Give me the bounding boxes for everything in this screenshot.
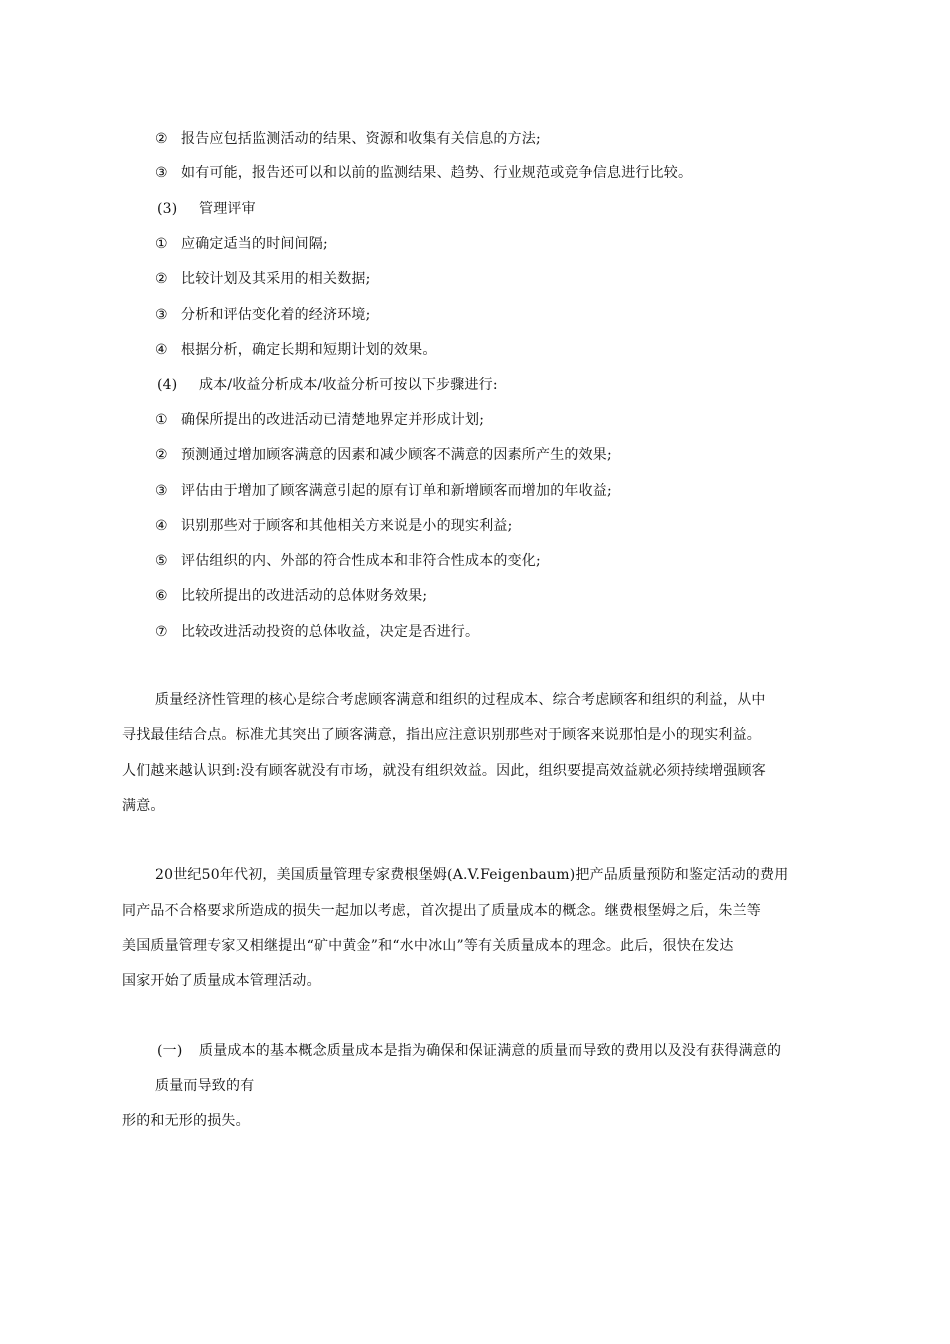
item-text: 如有可能，报告还可以和以前的监测结果、趋势、行业规范或竞争信息进行比较。	[181, 165, 693, 181]
section-heading	[157, 199, 256, 219]
paragraph-line: 同产品不合格要求所造成的损失一起加以考虑，首次提出了质量成本的概念。继费根堡姆之后，朱兰等	[122, 903, 761, 919]
item-text: 评估由于增加了顾客满意引起的原有订单和新增顾客而增加的年收益;	[181, 483, 612, 499]
list-item	[155, 234, 328, 254]
paragraph-line: 形的和无形的损失。	[122, 1113, 250, 1129]
item-marker: ②	[155, 447, 168, 463]
list-item	[155, 551, 541, 571]
item-marker: ②	[155, 131, 168, 147]
list-item	[155, 340, 437, 360]
item-marker: ③	[155, 483, 168, 499]
item-marker: ⑤	[155, 553, 168, 569]
item-marker: ④	[155, 342, 168, 358]
section-heading	[157, 375, 498, 395]
item-text: 报告应包括监测活动的结果、资源和收集有关信息的方法;	[181, 131, 541, 147]
item-marker: ②	[155, 271, 168, 287]
paragraph-line: 人们越来越认识到:没有顾客就没有市场，就没有组织效益。因此，组织要提高效益就必须持续增强顾客	[122, 763, 766, 779]
paragraph-line: 20世纪50年代初，美国质量管理专家费根堡姆(A.V.Feigenbaum)把产品质量预防和鉴定活动的费用	[155, 867, 789, 883]
item-text: 分析和评估变化着的经济环境;	[181, 307, 371, 323]
item-text: 比较改进活动投资的总体收益，决定是否进行。	[181, 624, 480, 640]
item-marker: ④	[155, 518, 168, 534]
list-item	[155, 586, 427, 606]
item-marker: ⑥	[155, 588, 168, 604]
item-text: 确保所提出的改进活动已清楚地界定并形成计划;	[181, 412, 485, 428]
paragraph-line: 质量经济性管理的核心是综合考虑顾客满意和组织的过程成本、综合考虑顾客和组织的利益，从中	[155, 692, 766, 708]
heading-marker: (一)	[157, 1043, 183, 1059]
heading-text: 成本/收益分析成本/收益分析可按以下步骤进行:	[199, 377, 498, 393]
list-item	[155, 269, 371, 289]
item-text: 根据分析，确定长期和短期计划的效果。	[181, 342, 437, 358]
item-text: 比较计划及其采用的相关数据;	[181, 271, 371, 287]
item-text: 预测通过增加顾客满意的因素和减少顾客不满意的因素所产生的效果;	[181, 447, 612, 463]
paragraph-line: 国家开始了质量成本管理活动。	[122, 973, 321, 989]
list-item	[155, 622, 479, 642]
list-item	[155, 129, 541, 149]
item-marker: ③	[155, 165, 168, 181]
list-item	[155, 163, 692, 183]
list-item	[155, 516, 513, 536]
list-item	[155, 410, 484, 430]
paragraph-line: 寻找最佳结合点。标准尤其突出了顾客满意，指出应注意识别那些对于顾客来说那怕是小的现实利益。	[122, 727, 761, 743]
item-marker: ①	[155, 236, 168, 252]
item-text: 评估组织的内、外部的符合性成本和非符合性成本的变化;	[181, 553, 541, 569]
heading-marker: (4)	[157, 377, 178, 393]
list-item	[155, 445, 612, 465]
heading-text: 管理评审	[199, 201, 256, 217]
heading-text: 质量成本的基本概念质量成本是指为确保和保证满意的质量而导致的费用以及没有获得满意的	[199, 1043, 782, 1059]
item-marker: ⑦	[155, 624, 168, 640]
paragraph-line: 质量而导致的有	[155, 1078, 255, 1094]
section-heading	[157, 1041, 781, 1061]
item-text: 应确定适当的时间间隔;	[181, 236, 328, 252]
item-marker: ①	[155, 412, 168, 428]
item-text: 比较所提出的改进活动的总体财务效果;	[181, 588, 428, 604]
item-text: 识别那些对于顾客和其他相关方来说是小的现实利益;	[181, 518, 513, 534]
list-item	[155, 481, 612, 501]
paragraph-line: 美国质量管理专家又相继提出“矿中黄金”和“水中冰山”等有关质量成本的理念。此后，很快在发达	[122, 938, 734, 954]
heading-marker: (3)	[157, 201, 178, 217]
item-marker: ③	[155, 307, 168, 323]
paragraph-line: 满意。	[122, 798, 165, 814]
list-item	[155, 305, 371, 325]
